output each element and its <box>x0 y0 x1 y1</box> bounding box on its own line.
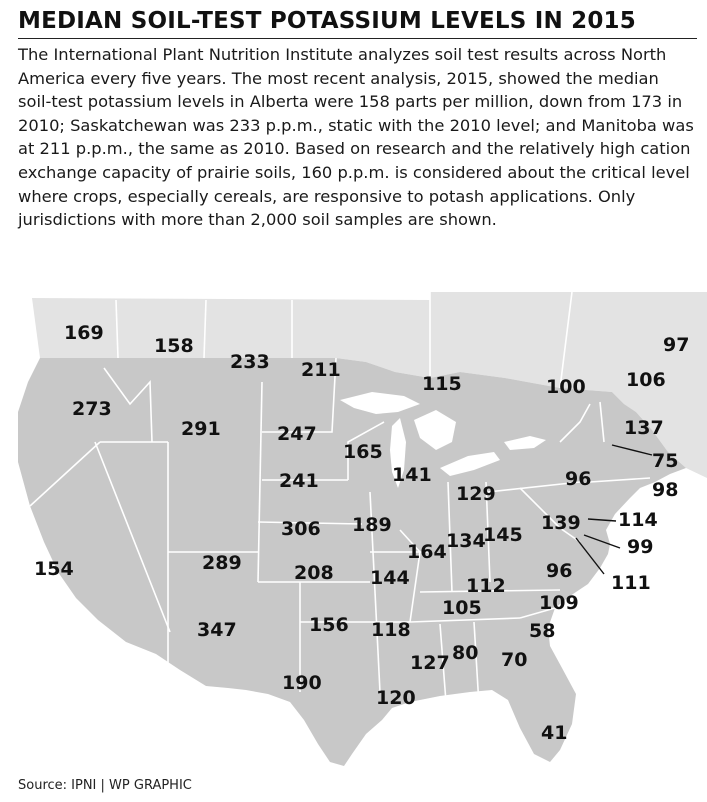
value-ohio: 145 <box>483 524 523 546</box>
value-colorado: 289 <box>202 552 242 574</box>
value-florida: 41 <box>541 722 568 744</box>
value-north-dakota: 247 <box>277 423 317 445</box>
value-wisconsin: 141 <box>392 464 432 486</box>
value-nova-scotia: 97 <box>663 334 690 356</box>
value-mississippi: 127 <box>410 652 450 674</box>
value-massachusetts: 98 <box>652 479 679 501</box>
value-minnesota: 165 <box>343 441 383 463</box>
value-south-dakota: 241 <box>279 470 319 492</box>
intro-text: The International Plant Nutrition Institute analyzes soil test results across North America every five years. The most recent analysis, 2015, showed the median soil-test potassium levels in Alberta were 158 parts per million, down from 173 in 2010; Saskatchewan was 233 p.p.m., static with the 2010 level; and Manitoba was at 211 p.p.m., the same as 2010. Based on research and the relatively high cation exchange capacity of prairie soils, 160 p.p.m. is considered about the critical level where crops, especially cereals, are responsive to potash applications. Only jurisdictions with more than 2,000 soil samples are shown. <box>18 45 694 230</box>
value-north-carolina: 109 <box>539 592 579 614</box>
value-california: 154 <box>34 558 74 580</box>
value-indiana: 134 <box>446 530 486 552</box>
value-tennessee: 105 <box>442 597 482 619</box>
value-new-hampshire: 75 <box>652 450 679 472</box>
value-south-carolina: 58 <box>529 620 556 642</box>
value-kansas: 208 <box>294 562 334 584</box>
page-title: MEDIAN SOIL-TEST POTASSIUM LEVELS IN 2015 <box>18 8 636 34</box>
value-maine: 137 <box>624 417 664 439</box>
title-rule <box>18 38 697 39</box>
value-manitoba: 211 <box>301 359 341 381</box>
value-alberta: 158 <box>154 335 194 357</box>
value-virginia: 96 <box>546 560 573 582</box>
value-iowa: 189 <box>352 514 392 536</box>
value-texas: 190 <box>282 672 322 694</box>
value-washington: 273 <box>72 398 112 420</box>
value-new-mexico: 347 <box>197 619 237 641</box>
value-arkansas: 118 <box>371 619 411 641</box>
value-michigan: 129 <box>456 483 496 505</box>
value-new-brunswick: 106 <box>626 369 666 391</box>
value-pennsylvania: 139 <box>541 512 581 534</box>
value-british-columbia: 169 <box>64 322 104 344</box>
value-illinois: 164 <box>407 541 447 563</box>
value-delaware: 99 <box>627 536 654 558</box>
value-oklahoma: 156 <box>309 614 349 636</box>
value-missouri: 144 <box>370 567 410 589</box>
value-new-york: 96 <box>565 468 592 490</box>
value-georgia: 70 <box>501 649 528 671</box>
source-credit: Source: IPNI | WP GRAPHIC <box>18 778 192 793</box>
value-louisiana: 120 <box>376 687 416 709</box>
value-maryland: 111 <box>611 572 651 594</box>
value-nebraska: 306 <box>281 518 321 540</box>
value-montana: 291 <box>181 418 221 440</box>
value-kentucky: 112 <box>466 575 506 597</box>
value-ontario: 115 <box>422 373 462 395</box>
value-quebec: 100 <box>546 376 586 398</box>
value-saskatchewan: 233 <box>230 351 270 373</box>
soil-potassium-map <box>0 292 707 772</box>
us-land <box>18 358 686 766</box>
value-alabama: 80 <box>452 642 479 664</box>
value-new-jersey: 114 <box>618 509 658 531</box>
